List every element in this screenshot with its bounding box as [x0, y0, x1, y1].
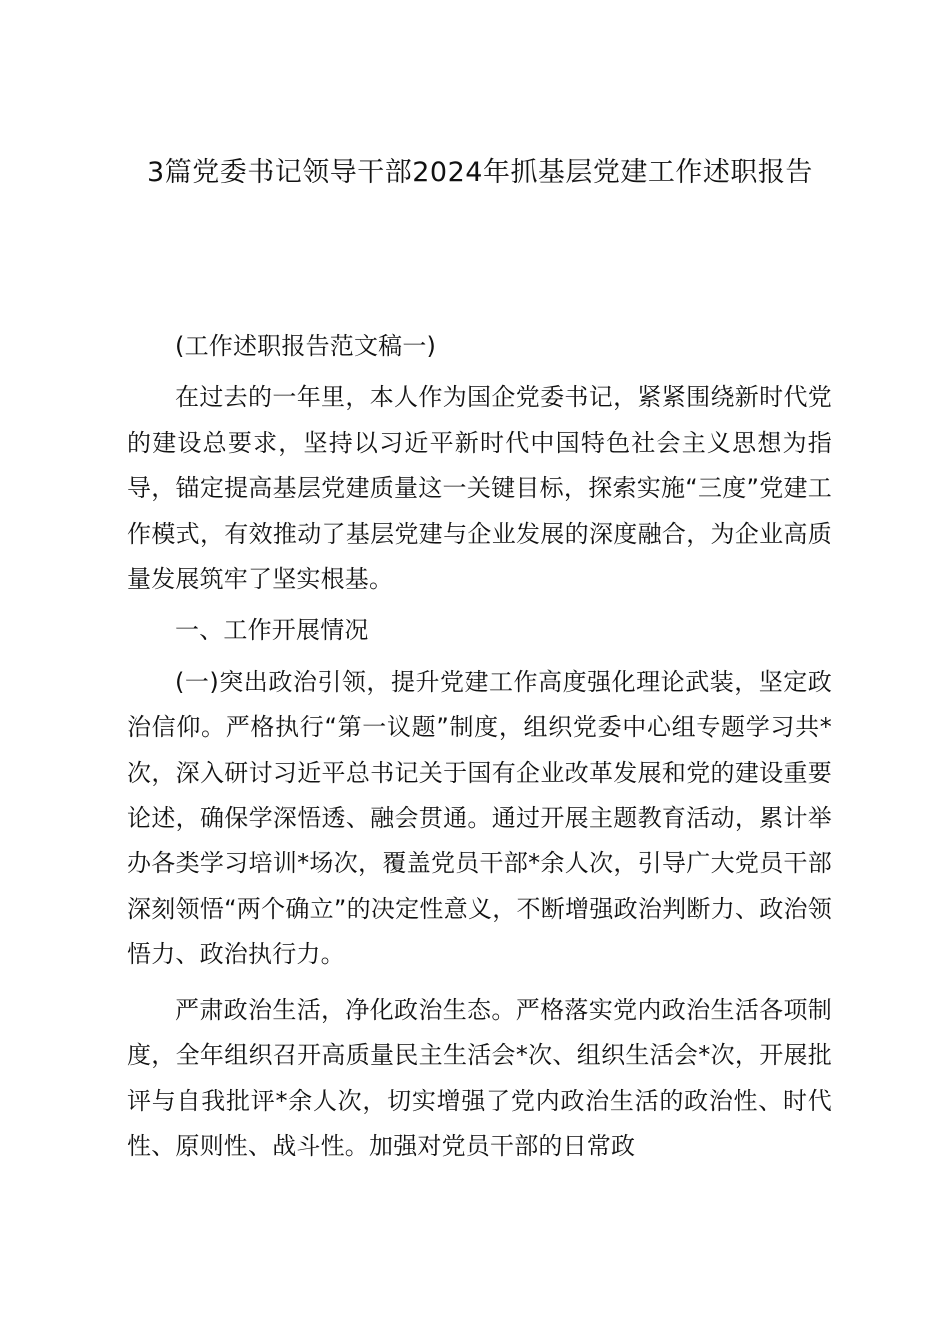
document-body — [127, 324, 832, 1175]
paragraph-political-life: 严肃政治生活，净化政治生态。严格落实党内政治生活各项制度，全年组织召开高质量民主生活会*次、组织生活会*次，开展批评与自我批评*余人次，切实增强了党内政治生活的政治性、时代性、原则性、战斗性。加强对党员干部的日常政 — [127, 995, 832, 1160]
paragraph-political-guidance: (一)突出政治引领，提升党建工作高度强化理论武装，坚定政治信仰。严格执行“第一议题”制度，组织党委中心组专题学习共*次，深入研讨习近平总书记关于国有企业改革发展和党的建设重要论述，确保学深悟透、融会贯通。通过开展主题教育活动，累计举办各类学习培训*场次，覆盖党员干部*余人次，引导广大党员干部深刻领悟“两个确立”的决定性意义，不断增强政治判断力、政治领悟力、政治执行力。 — [127, 667, 832, 969]
document-title: 3篇党委书记领导干部2024年抓基层党建工作述职报告 — [147, 157, 813, 188]
paragraph-opening: 在过去的一年里，本人作为国企党委书记，紧紧围绕新时代党的建设总要求，坚持以习近平新时代中国特色社会主义思想为指导，锚定提高基层党建质量这一关键目标，探索实施“三度”党建工作模式，有效推动了基层党建与企业发展的深度融合，为企业高质量发展筑牢了坚实根基。 — [127, 383, 832, 594]
section-heading-work-status: 一、工作开展情况 — [175, 616, 369, 645]
paragraph-intro-label: (工作述职报告范文稿一) — [175, 332, 437, 360]
